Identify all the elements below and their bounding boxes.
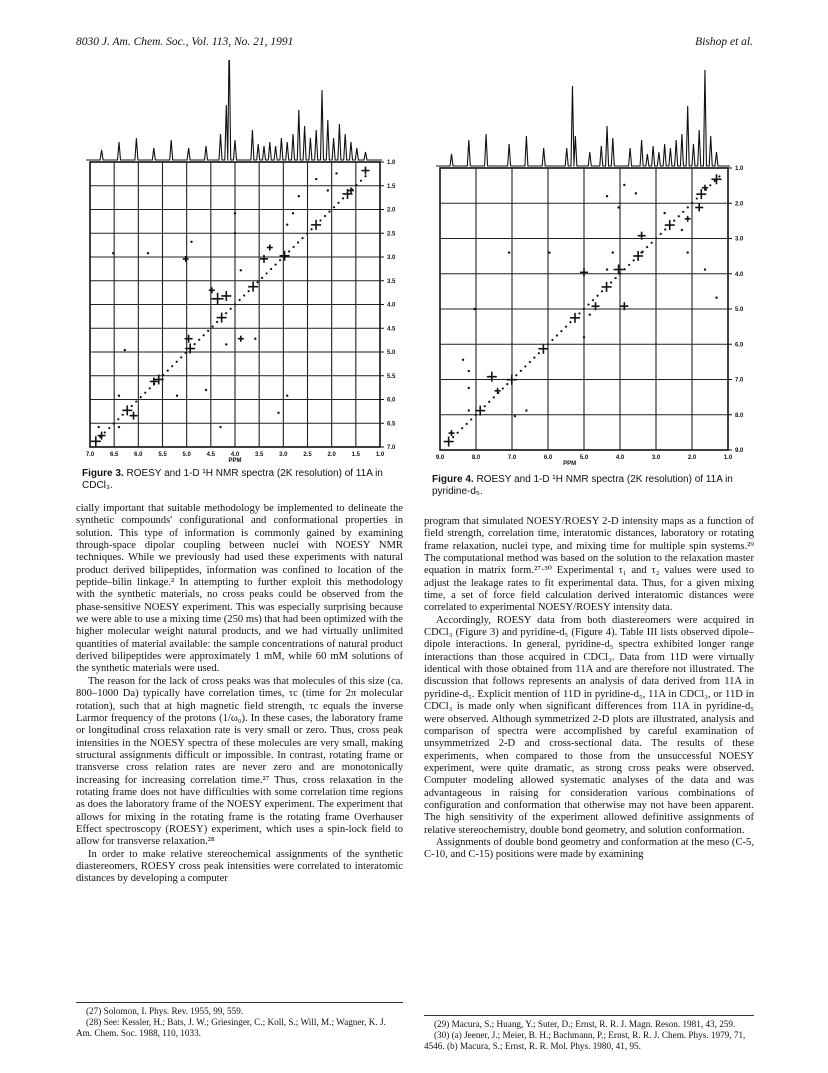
cross-peak: [149, 387, 151, 389]
cross-peak: [335, 172, 337, 174]
cross-peak: [714, 180, 716, 182]
figure-3-caption: [82, 468, 404, 492]
ppm-unit-label: PPM: [228, 458, 242, 464]
cross-peak: [468, 370, 470, 372]
cross-peak: [524, 365, 526, 367]
cross-peak: [117, 418, 119, 420]
cross-peak: [275, 264, 277, 266]
x-tick-label: 7.0: [507, 455, 517, 461]
x-tick-label: 5.0: [182, 452, 191, 458]
cross-peak: [506, 383, 508, 385]
cross-peak: [547, 343, 549, 345]
cross-peak: [297, 241, 299, 243]
figure-4-caption: [432, 474, 754, 498]
cross-peak: [185, 352, 187, 354]
x-tick-label: 4.5: [206, 452, 216, 458]
y-tick-label: 1.5: [387, 183, 396, 190]
cross-peak: [98, 426, 100, 428]
cross-peak: [239, 299, 241, 301]
cross-peak: [216, 321, 218, 323]
cross-peak: [248, 290, 250, 292]
x-tick-label: 1.0: [723, 455, 733, 461]
paragraph: cially important that suitable methodology be implemented to delineate the synthetic compounds' configurational and conformational properties in solution. This type of information is commonly gained by examining through-space dipolar coupling between nuclei with NOESY NMR techniques. While we previously had used these experiments with natural product derived bilipeptides, information was confined to location of the peptide–bilin linkage.² In attempting to further exploit this methodology with the synthetic materials, no cross peaks could be observed from the phase-sensitive NOESY experiment. This was especially surprising because we were able to use a mixing time (250 ms) that had been optimized with the higher molecular weight natural products, and we had virtually unlimited quantities of material available: the sample concentrations of natural product derived bilipeptides were approximately 1 mM, while 60 mM solutions of the synthetic materials were used.: [76, 503, 403, 675]
cross-peak: [569, 321, 571, 323]
cross-peak: [520, 370, 522, 372]
paragraph: Accordingly, ROESY data from both diastereomers were acquired in CDCl₃ (Figure 3) and pyridine-d₅ (Figure 4). Table III lists observed dipole–dipole interactions. In general, pyridine-d₅ spectra exhibited longer range interactions than those acquired in CDCl₃. Data from 11D were virtually identical with those obtained from 11A and are therefore not illustrated. The discussion that follows represents an analysis of data derived from 11A in pyridine-d₅. Explicit mention of 11D in pyridine-d₅, 11A in CDCl₃, or 11D in CDCl₃ is made only when significant differences from 11A in pyridine-d₅ were observed. Although symmetrized 2-D plots are illustrated, analysis and comparison of spectra were accomplished by careful examination of unsymmetrized 2-D and cross-sectional data. The results of these experiments, when compared to those from the unsuccessful NOESY experiment, were quite dramatic, as strong cross peaks were observed. Computer modeling allowed systematic analyses of the data and was advantageous in raising for consideration various combinations of configuration and conformation that otherwise may not have been apparent. The high sensitivity of the experiment allowed definitive assignments of relative stereochemistry, double bond geometry, and solution conformation.: [424, 614, 754, 836]
cross-peak: [515, 374, 517, 376]
cross-peak: [624, 268, 626, 270]
right-column-text: [424, 516, 754, 862]
cross-peak: [310, 228, 312, 230]
cross-peak: [147, 252, 149, 254]
cross-peak: [225, 312, 227, 314]
cross-peak: [635, 192, 637, 194]
y-tick-label: 3.5: [387, 278, 396, 285]
x-tick-label: 6.0: [543, 455, 553, 461]
cross-peak: [113, 423, 115, 425]
cross-peak: [266, 272, 268, 274]
cross-peak: [112, 252, 114, 254]
cross-peak: [525, 409, 527, 411]
cross-peak: [333, 206, 335, 208]
cross-peak: [355, 184, 357, 186]
cross-peak: [468, 409, 470, 411]
cross-peak: [243, 294, 245, 296]
running-header-left: 8030 J. Am. Chem. Soc., Vol. 113, No. 21, 1991: [76, 36, 294, 48]
cross-peak: [298, 195, 300, 197]
cross-peak: [508, 251, 510, 253]
figure-4-caption-label: Figure 4.: [432, 474, 474, 485]
right-footnote-rule: [424, 1015, 754, 1016]
x-tick-label: 4.0: [230, 452, 240, 458]
cross-peak: [270, 268, 272, 270]
x-tick-label: 3.0: [279, 452, 288, 458]
reference-27: (27) Solomon, I. Phys. Rev. 1955, 99, 559.: [86, 1006, 244, 1016]
cross-peak: [288, 250, 290, 252]
cross-peak: [556, 334, 558, 336]
cross-peak: [135, 400, 137, 402]
cross-peak: [655, 237, 657, 239]
paragraph: In order to make relative stereochemical assignments of the synthetic diastereomers, ROESY cross peak intensities were correlated to interatomic distances by developing a computer: [76, 848, 403, 885]
cross-peak: [205, 389, 207, 391]
x-tick-label: 1.0: [375, 452, 385, 458]
x-tick-label: 1.5: [351, 452, 361, 458]
cross-peak: [292, 212, 294, 214]
x-tick-label: 8.0: [471, 455, 481, 461]
cross-peak: [254, 338, 256, 340]
cross-peak: [225, 343, 227, 345]
cross-peak: [337, 202, 339, 204]
running-header-right: Bishop et al.: [695, 36, 753, 48]
reference-30: (30) (a) Jeener, J.; Meier, B. H.; Bachmann, P.; Ernst, R. R. J. Chem. Phys. 1979, 71, 4546. (b) Macura, S.; Ernst, R. R. Mol. Phys. 1980, 41, 95.: [424, 1030, 746, 1051]
cross-peak: [118, 395, 120, 397]
x-tick-label: 5.5: [158, 452, 167, 458]
cross-peak: [108, 427, 110, 429]
cross-peak: [592, 299, 594, 301]
x-tick-label: 9.0: [435, 455, 445, 461]
y-tick-label: 6.5: [387, 421, 396, 428]
cross-peak: [715, 297, 717, 299]
cross-peak: [583, 308, 585, 310]
cross-peak: [691, 202, 693, 204]
x-tick-label: 6.5: [109, 452, 119, 458]
figure-4-caption-text: ROESY and 1-D ¹H NMR spectra (2K resolution) of 11A in pyridine-d₅.: [432, 474, 733, 497]
cross-peak: [484, 405, 486, 407]
right-references: [424, 1019, 754, 1052]
cross-peak: [687, 206, 689, 208]
x-tick-label: 4.0: [615, 455, 625, 461]
cross-peak: [468, 387, 470, 389]
cross-peak: [327, 189, 329, 191]
cross-peak: [328, 210, 330, 212]
cross-peak: [261, 277, 263, 279]
cross-peak: [104, 431, 106, 433]
cross-peak: [565, 326, 567, 328]
y-tick-label: 2.0: [735, 201, 744, 208]
cross-peak: [696, 197, 698, 199]
y-tick-label: 1.0: [735, 166, 744, 172]
cross-peak: [234, 212, 236, 214]
cross-peak: [212, 325, 214, 327]
paragraph: The reason for the lack of cross peaks was that molecules of this size (ca. 800–1000 Da) typically have correlation times, τc (time for 2π molecular rotation), such that at high magnetic field strength, τc equals the inverse Larmor frequency of the protons (1/ω₀). In these cases, the laboratory frame or longitudinal cross relaxation rate is very small or zero. Thus, cross peak intensities in the NOESY spectra of these molecules are very small, making structural assignments difficult or impossible. In contrast, rotating frame or transverse cross relation rates are never zero and are monotonically increasing for increasing correlation time.²⁷ Thus, cross relaxation in the rotating frame does not have difficulties with some correlation time regions as does the laboratory frame of the NOESY experiment. The experiment that allows for mixing in the rotating frame is the rotating frame Overhauser Effect spectroscopy (ROESY) experiment, which uses a spin-lock field to allow for transverse relaxation.²⁸: [76, 675, 403, 848]
x-tick-label: 7.0: [85, 452, 95, 458]
cross-peak: [234, 232, 236, 234]
cross-peak: [551, 339, 553, 341]
cross-peak: [279, 259, 281, 261]
left-footnote-rule: [76, 1002, 403, 1003]
y-tick-label: 6.0: [387, 397, 396, 404]
proton-spectrum-trace: [86, 60, 382, 160]
cross-peak: [704, 268, 706, 270]
cross-peak: [301, 237, 303, 239]
cross-peak: [617, 206, 619, 208]
cross-peak: [140, 396, 142, 398]
cross-peak: [589, 313, 591, 315]
cross-peak: [610, 281, 612, 283]
cross-peak: [473, 308, 475, 310]
cross-peak: [686, 251, 688, 253]
cross-peak: [452, 436, 454, 438]
x-tick-label: 2.5: [303, 452, 312, 458]
cross-peak: [578, 312, 580, 314]
cross-peak: [673, 220, 675, 222]
cross-peak: [286, 395, 288, 397]
cross-peak: [514, 415, 516, 417]
cross-peak: [718, 175, 720, 177]
cross-peak: [319, 219, 321, 221]
cross-peak: [623, 184, 625, 186]
y-tick-label: 7.0: [387, 445, 396, 451]
cross-peak: [457, 432, 459, 434]
x-tick-label: 5.0: [579, 455, 589, 461]
cross-peak: [538, 352, 540, 354]
cross-peak: [640, 251, 642, 253]
cross-peak: [167, 370, 169, 372]
cross-peak: [124, 349, 126, 351]
cross-peak: [364, 175, 366, 177]
cross-peak: [180, 356, 182, 358]
cross-peak: [315, 178, 317, 180]
y-tick-label: 8.0: [735, 412, 744, 419]
cross-peak: [529, 361, 531, 363]
cross-peak: [475, 414, 477, 416]
y-tick-label: 5.5: [387, 373, 396, 380]
cross-peak: [583, 336, 585, 338]
figure-3-caption-text: ROESY and 1-D ¹H NMR spectra (2K resolution) of 11A in CDCl₃.: [82, 468, 383, 491]
cross-peak: [548, 251, 550, 253]
cross-peak: [342, 197, 344, 199]
cross-peak: [286, 224, 288, 226]
cross-peak: [118, 426, 120, 428]
x-tick-label: 3.5: [254, 452, 264, 458]
cross-peak: [162, 374, 164, 376]
proton-spectrum-trace: [436, 70, 730, 166]
y-tick-label: 2.5: [387, 231, 396, 238]
cross-peak: [198, 339, 200, 341]
cross-peak: [203, 334, 205, 336]
cross-peak: [234, 303, 236, 305]
cross-peak: [131, 405, 133, 407]
left-column-text: [76, 503, 403, 886]
paragraph: Assignments of double bond geometry and conformation at the meso (C-5, C-10, and C-15) positions were made by examining: [424, 836, 754, 861]
cross-peak: [614, 277, 616, 279]
figure-3-spectrum: [84, 60, 409, 465]
cross-peak: [709, 184, 711, 186]
y-tick-label: 7.0: [735, 377, 744, 384]
cross-peak: [306, 233, 308, 235]
cross-peak: [664, 228, 666, 230]
cross-peak: [207, 330, 209, 332]
cross-peak: [533, 356, 535, 358]
y-tick-label: 5.0: [387, 350, 396, 356]
cross-peak: [493, 396, 495, 398]
paragraph: program that simulated NOESY/ROESY 2-D intensity maps as a function of field strength, correlation time, interatomic distances, laboratory or rotating frame relaxation, nuclei type, and mixing time for multiple spin systems.²⁹ The computational method was based on the solution to the relaxation master equation in matrix form.²⁷·³⁰ Experimental τ₁ and τ₂ values were used to adjust the leakage rates to fit experimental data. Thus, for a given mixing time, a set of force field calculation derived interatomic distances were correlated to experimental NOESY/ROESY intensity data.: [424, 516, 754, 614]
cross-peak: [681, 229, 683, 231]
cross-peak: [646, 246, 648, 248]
y-tick-label: 3.0: [735, 236, 744, 243]
figure-4-spectrum: [434, 62, 759, 472]
cross-peak: [277, 412, 279, 414]
figure-3: [84, 60, 409, 465]
cross-peak: [488, 401, 490, 403]
cross-peak: [502, 387, 504, 389]
cross-peak: [194, 343, 196, 345]
cross-peak: [462, 359, 464, 361]
cross-peak: [122, 414, 124, 416]
cross-peak: [606, 195, 608, 197]
cross-peak: [176, 395, 178, 397]
ppm-unit-label: PPM: [563, 461, 577, 467]
y-tick-label: 1.0: [387, 160, 396, 166]
left-references: [76, 1006, 403, 1039]
x-tick-label: 6.0: [134, 452, 143, 458]
x-tick-label: 2.0: [327, 452, 336, 458]
y-tick-label: 6.0: [735, 342, 744, 349]
cross-peak: [663, 212, 665, 214]
cross-peak: [230, 308, 232, 310]
reference-28: (28) See: Kessler, H.; Bats, J. W.; Griesinger, C.; Koll, S.; Will, M.; Wagner, K. J. Am. Chem. Soc. 1988, 110, 1033.: [76, 1017, 386, 1038]
cross-peak: [470, 418, 472, 420]
cross-peak: [257, 281, 259, 283]
figure-4: [434, 62, 759, 472]
reference-29: (29) Macura, S.; Huang, Y.; Suter, D.; Ernst, R. R. J. Magn. Reson. 1981, 43, 259.: [434, 1019, 736, 1029]
figure-3-caption-label: Figure 3.: [82, 468, 124, 479]
y-tick-label: 3.0: [387, 255, 396, 261]
cross-peak: [240, 269, 242, 271]
cross-peak: [678, 215, 680, 217]
y-tick-label: 9.0: [735, 448, 744, 454]
x-tick-label: 3.0: [651, 455, 661, 461]
cross-peak: [461, 427, 463, 429]
cross-peak: [466, 423, 468, 425]
x-tick-label: 2.0: [687, 455, 697, 461]
cross-peak: [360, 180, 362, 182]
y-tick-label: 5.0: [735, 307, 744, 313]
y-tick-label: 4.0: [735, 271, 744, 278]
cross-peak: [633, 259, 635, 261]
cross-peak: [596, 295, 598, 297]
cross-peak: [628, 264, 630, 266]
cross-peak: [190, 241, 192, 243]
cross-peak: [660, 233, 662, 235]
cross-peak: [144, 392, 146, 394]
cross-peak: [176, 361, 178, 363]
cross-peak: [601, 290, 603, 292]
cross-peak: [560, 330, 562, 332]
cross-peak: [682, 211, 684, 213]
cross-peak: [219, 426, 221, 428]
y-tick-label: 2.0: [387, 207, 396, 214]
cross-peak: [612, 251, 614, 253]
y-tick-label: 4.5: [387, 326, 396, 333]
cross-peak: [651, 242, 653, 244]
cross-peak: [292, 246, 294, 248]
cross-peak: [171, 365, 173, 367]
cross-peak: [324, 215, 326, 217]
y-tick-label: 4.0: [387, 302, 396, 309]
cross-peak: [587, 303, 589, 305]
cross-peak: [606, 268, 608, 270]
